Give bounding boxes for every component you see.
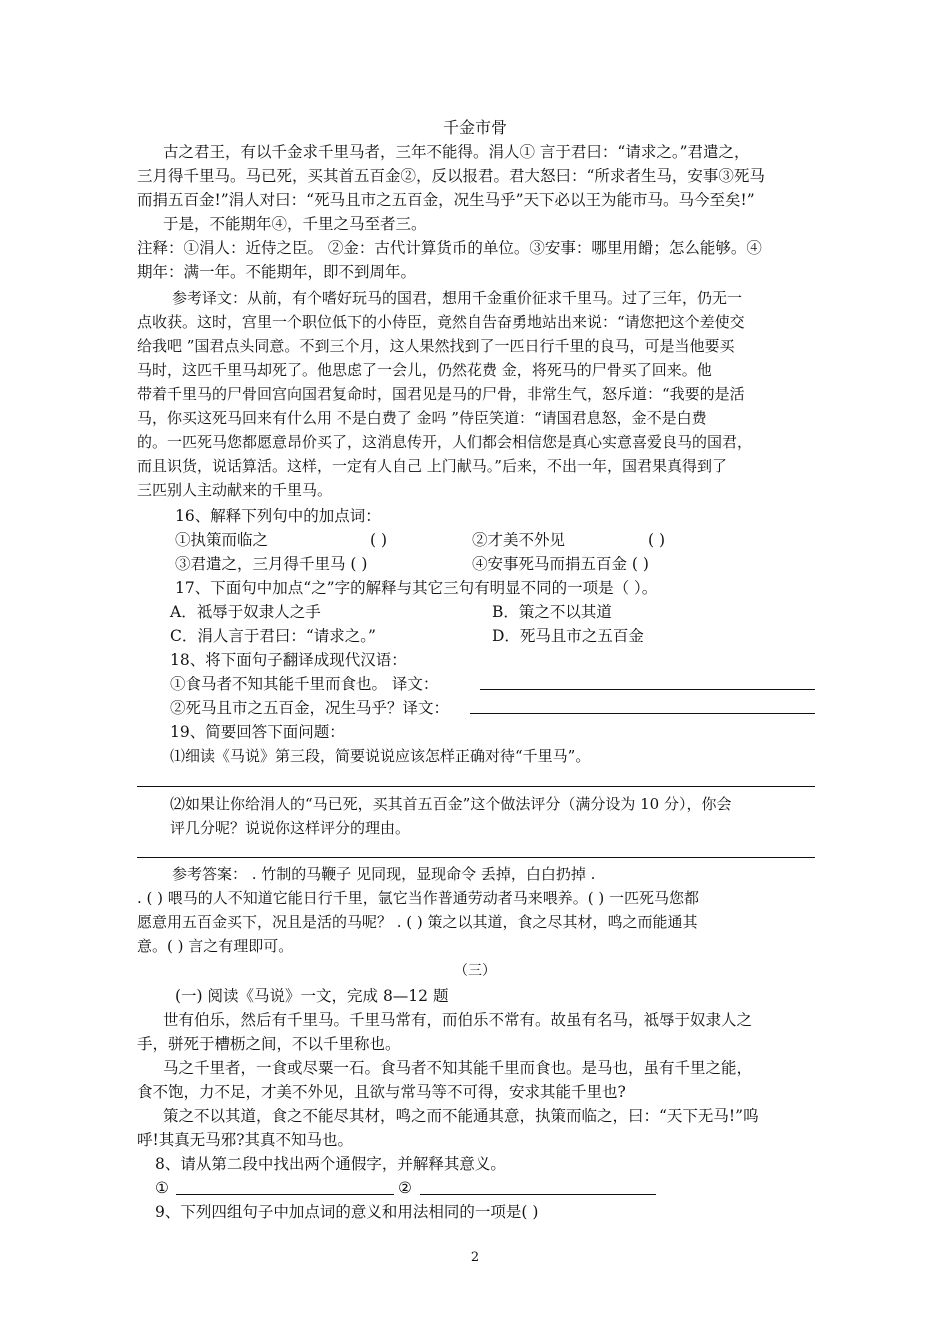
q16-blank-1: ( ) (370, 531, 388, 549)
translation-line-3: 给我吧 ”国君点头同意。不到三个月，这人果然找到了一匹日行千里的良马，可是当他要买 (137, 337, 735, 355)
translation-line-1: 参考译文：从前，有个嗜好玩马的国君，想用千金重价征求千里马。过了三年，仍无一 (172, 289, 743, 307)
q19-part-2a: ⑵如果让你给涓人的“马已死，买其首五百金”这个做法评分（满分设为 10 分），你会 (170, 795, 732, 813)
translation-line-9: 三匹别人主动献来的千里马。 (137, 481, 333, 499)
answers-line-2: . ( ) 喂马的人不知道它能日行千里，氩它当作普通劳动者马来喂养。( ) 一匹死马您都 (137, 889, 700, 907)
section-heading: （三） (454, 963, 496, 979)
translation-line-7: 的。一匹死马您都愿意昂价买了，这消息传开，人们都会相信您是真心实意喜爱良马的国君， (137, 433, 753, 451)
q19-part-1: ⑴细读《马说》第三段，简要说说应该怎样正确对待“千里马”。 (170, 747, 591, 765)
q19-part-2b: 评几分呢？说说你这样评分的理由。 (170, 819, 411, 837)
q16-item-1: ①执策而临之 (175, 531, 269, 549)
story-line-3: 而捐五百金!”涓人对曰：“死马且市之五百金，况生马乎”天下必以王为能市马。马今至矣!” (137, 191, 755, 209)
page-title: 千金市骨 (442, 118, 507, 137)
q18-item-2: ②死马且市之五百金，况生马乎？译文： (170, 699, 450, 717)
q16-item-2: ②才美不外见 (472, 531, 566, 549)
passage-line-6: 呼!其真无马邪?其真不知马也。 (137, 1131, 354, 1149)
passage-line-3: 马之千里者，一食或尽粟一石。食马者不知其能千里而食也。是马也，虽有千里之能， (163, 1059, 753, 1077)
q18-answer-line-2 (470, 713, 815, 714)
q16-item-3: ③君遣之，三月得千里马 ( ) (175, 555, 368, 573)
q8-mark-2: ② (398, 1179, 412, 1197)
q18-answer-line-1 (480, 689, 815, 690)
translation-line-5: 带着千里马的尸骨回宫向国君复命时，国君见是马的尸骨，非常生气，怒斥道：“我要的是活 (137, 385, 745, 403)
section-intro: (一) 阅读《马说》一文，完成 8—12 题 (175, 987, 449, 1005)
q17-option-c: C．涓人言于君曰：“请求之。” (170, 627, 376, 645)
translation-line-8: 而且识货，说话算活。这样，一定有人自己 上门献马。”后来，不出一年，国君果真得到了 (137, 457, 727, 475)
q17-option-d: D．死马且市之五百金 (492, 627, 644, 645)
q16-title: 16、解释下列句中的加点词： (175, 507, 381, 525)
q8-title: 8、请从第二段中找出两个通假字，并解释其意义。 (155, 1155, 506, 1173)
q18-item-1: ①食马者不知其能千里而食也。 译文： (170, 675, 439, 693)
q19-answer-line-2 (137, 857, 815, 858)
translation-line-6: 马，你买这死马回来有什么用 不是白费了 金吗 ”侍臣笑道：“请国君息怒，金不是白费 (137, 409, 707, 427)
q8-answer-line-2 (420, 1194, 656, 1195)
answers-line-1: 参考答案： . 竹制的马鞭子 见同现，显现命令 丢掉，白白扔掉 . (172, 865, 596, 883)
passage-line-5: 策之不以其道，食之不能尽其材，鸣之而不能通其意，执策而临之，曰：“天下无马!”呜 (163, 1107, 759, 1125)
q16-item-4: ④安事死马而捐五百金 ( ) (472, 555, 649, 573)
q18-title: 18、将下面句子翻译成现代汉语： (170, 651, 407, 669)
notes-line-1: 注释：①涓人：近侍之臣。 ②金：古代计算货币的单位。③安事：哪里用餶；怎么能够。④ (137, 239, 762, 257)
q8-mark-1: ① (155, 1179, 169, 1197)
story-line-4: 于是，不能期年④，千里之马至者三。 (163, 215, 427, 233)
q9-title: 9、下列四组句子中加点词的意义和用法相同的一项是( ) (155, 1203, 539, 1221)
q17-option-b: B．策之不以其道 (492, 603, 612, 621)
story-line-1: 古之君王，有以千金求千里马者，三年不能得。涓人① 言于君曰：“请求之。”君遣之， (163, 143, 750, 161)
q17-title: 17、下面句中加点“之”字的解释与其它三句有明显不同的一项是（ ）。 (175, 579, 658, 597)
q8-answer-line-1 (176, 1194, 394, 1195)
q16-blank-2: ( ) (648, 531, 666, 549)
answers-line-4: 意。( ) 言之有理即可。 (137, 937, 294, 955)
q17-option-a: A．祗辱于奴隶人之手 (170, 603, 321, 621)
translation-line-2: 点收获。这时，宫里一个职位低下的小侍臣，竟然自告奋勇地站出来说：“请您把这个差使交 (137, 313, 745, 331)
answers-line-3: 愿意用五百金买下，况且是活的马呢？ . ( ) 策之以其道，食之尽其材，鸣之而能通其 (137, 913, 698, 931)
q19-answer-line-1 (137, 786, 815, 787)
q19-title: 19、简要回答下面问题： (170, 723, 345, 741)
translation-line-4: 马时，这匹千里马却死了。他思虑了一会儿，仍然花费 金，将死马的尸骨买了回来。他 (137, 361, 712, 379)
story-line-2: 三月得千里马。马已死，买其首五百金②，反以报君。君大怒曰：“所求者生马，安事③死马 (137, 167, 765, 185)
notes-line-2: 期年：满一年。不能期年，即不到周年。 (137, 263, 417, 281)
passage-line-2: 手，骈死于槽枥之间，不以千里称也。 (137, 1035, 401, 1053)
page-number: 2 (470, 1250, 480, 1265)
passage-line-1: 世有伯乐，然后有千里马。千里马常有，而伯乐不常有。故虽有名马，祗辱于奴隶人之 (163, 1011, 753, 1029)
passage-line-4: 食不饱，力不足，才美不外见，且欲与常马等不可得，安求其能千里也? (137, 1083, 626, 1101)
